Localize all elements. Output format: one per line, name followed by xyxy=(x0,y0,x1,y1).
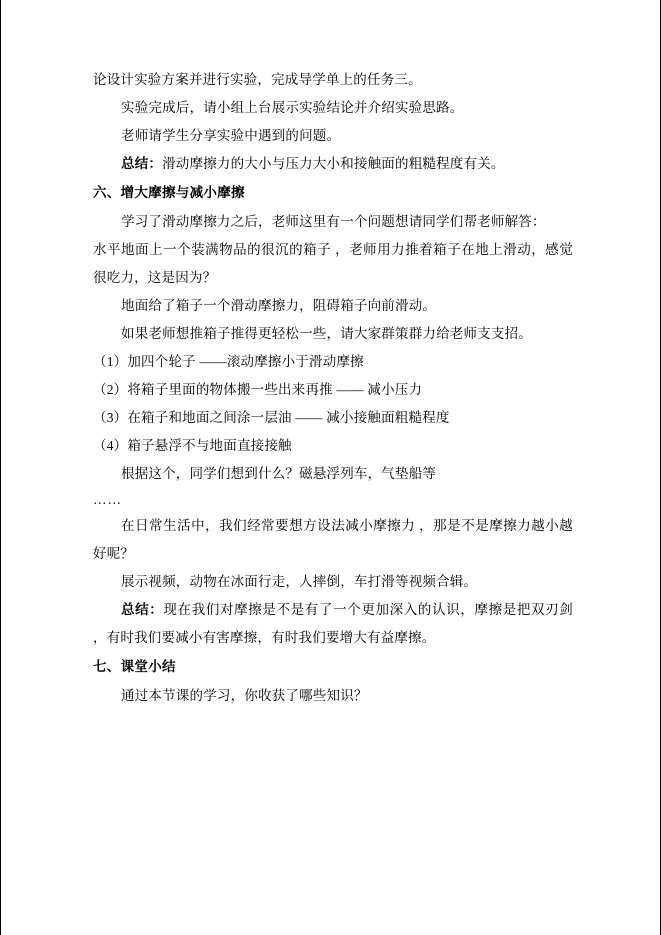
list-item: （4）箱子悬浮不与地面直接接触 xyxy=(93,438,292,453)
ellipsis-line: …… xyxy=(93,492,122,507)
paragraph: 如果老师想推箱子推得更轻松一些，请大家群策群力给老师支支招。 xyxy=(121,326,532,341)
paragraph: 论设计实验方案并进行实验，完成导学单上的任务三。 xyxy=(93,72,422,87)
document-body xyxy=(93,66,573,710)
summary-text: 现在我们对摩擦是不是有了一个更加深入的认识，摩擦是把双刃剑 ，有时我们要减小有害摩擦，有时我们要增大有益摩擦。 xyxy=(93,602,573,645)
paragraph: 在日常生活中，我们经常要想方设法减小摩擦力 ，那是不是摩擦力越小越好呢？ xyxy=(93,518,573,561)
list-item: （3）在箱子和地面之间涂一层油 —— 减小接触面粗糙程度 xyxy=(93,410,450,425)
list-item: （1）加四个轮子 ——滚动摩擦小于滑动摩擦 xyxy=(93,354,364,369)
summary-text: 滑动摩擦力的大小与压力大小和接触面的粗糙程度有关。 xyxy=(162,156,505,171)
section-heading-6: 六、增大摩擦与减小摩擦 xyxy=(93,185,245,200)
section-heading-7: 七、课堂小结 xyxy=(93,659,176,674)
summary-paragraph xyxy=(93,596,573,652)
list-item: （2）将箱子里面的物体搬一些出来再推 —— 减小压力 xyxy=(93,382,423,397)
summary-paragraph xyxy=(93,150,573,178)
paragraph: 老师请学生分享实验中遇到的问题。 xyxy=(121,128,341,143)
paragraph: 通过本节课的学习，你收获了哪些知识？ xyxy=(121,688,368,703)
paragraph: 水平地面上一个装满物品的很沉的箱子 ，老师用力推着箱子在地上滑动，感觉很吃力，这是因为？ xyxy=(93,242,573,285)
paragraph: 根据这个，同学们想到什么？磁悬浮列车，气垫船等 xyxy=(121,466,437,481)
paragraph: 学习了滑动摩擦力之后，老师这里有一个问题想请同学们帮老师解答： xyxy=(121,214,546,229)
summary-label: 总结： xyxy=(121,156,163,171)
paragraph: 展示视频，动物在冰面行走，人摔倒，车打滑等视频合辑。 xyxy=(121,574,478,589)
summary-label: 总结： xyxy=(121,602,164,617)
paragraph: 实验完成后，请小组上台展示实验结论并介绍实验思路。 xyxy=(121,100,464,115)
paragraph: 地面给了箱子一个滑动摩擦力，阻碍箱子向前滑动。 xyxy=(121,298,437,313)
